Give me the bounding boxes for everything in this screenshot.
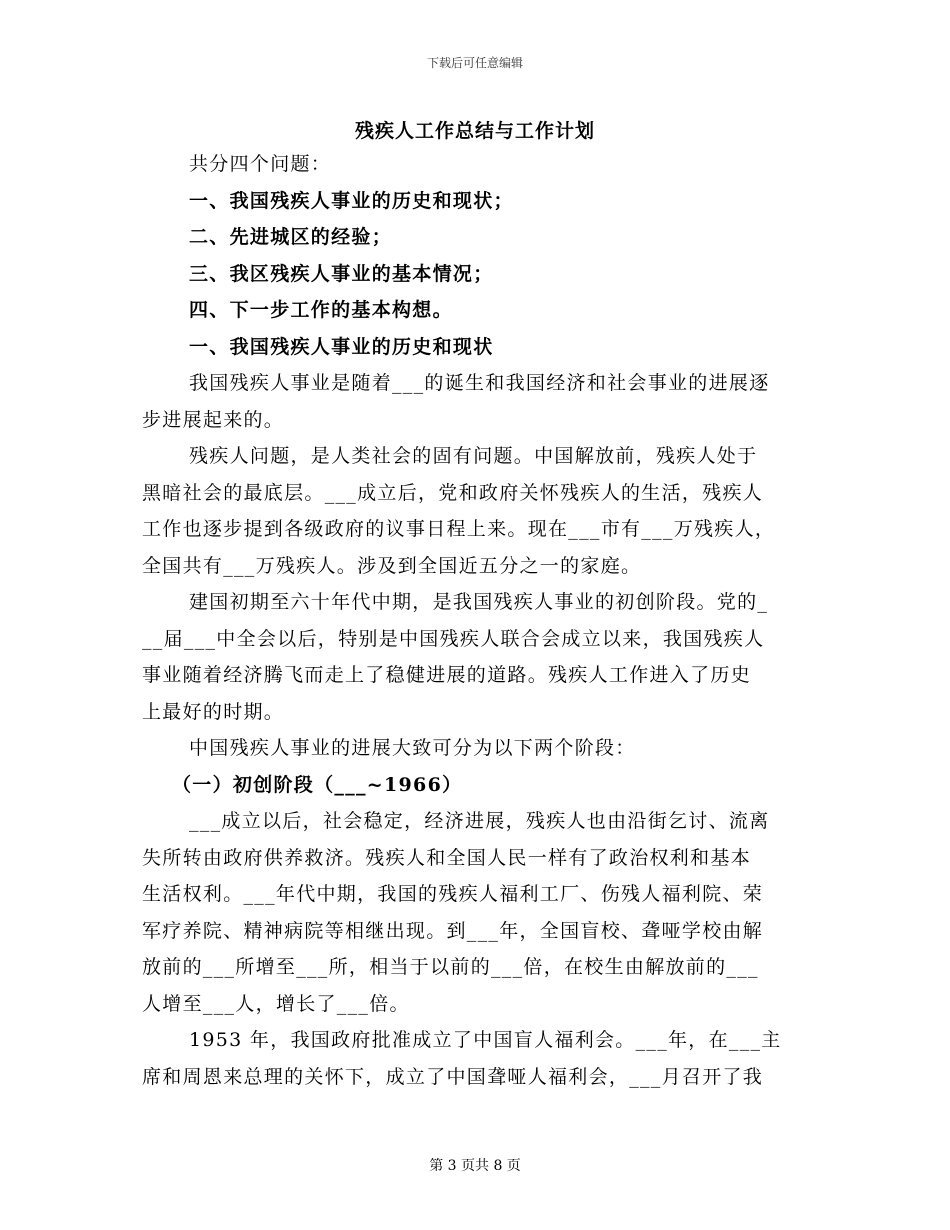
document-body bbox=[142, 146, 808, 1095]
page-number: 第 3 页共 8 页 bbox=[429, 1158, 521, 1174]
paragraph-line: 工作也逐步提到各级政府的议事日程上来。现在___市有___万残疾人， bbox=[142, 518, 776, 540]
paragraph-line: 步进展起来的。 bbox=[142, 408, 285, 431]
paragraph-line: 我国残疾人事业是随着___的诞生和我国经济和社会事业的进展逐 bbox=[189, 372, 770, 394]
paragraph-line: 共分四个问题： bbox=[189, 153, 332, 175]
paragraph-line: 放前的___所增至___所，相当于以前的___倍，在校生由解放前的___ bbox=[142, 956, 759, 978]
paragraph-line: 席和周恩来总理的关怀下，成立了中国聋哑人福利会，___月召开了我 bbox=[142, 1065, 764, 1088]
paragraph-line: 黑暗社会的最底层。___成立后，党和政府关怀残疾人的生活，残疾人 bbox=[142, 481, 764, 504]
section-heading-line: 三、我区残疾人事业的基本情况； bbox=[189, 262, 494, 285]
paragraph-line: 全国共有___万残疾人。涉及到全国近五分之一的家庭。 bbox=[142, 554, 642, 577]
paragraph-line: 建国初期至六十年代中期，是我国残疾人事业的初创阶段。党的_ bbox=[189, 591, 769, 613]
paragraph-line: 失所转由政府供养救济。残疾人和全国人民一样有了政治权利和基本 bbox=[142, 846, 752, 869]
paragraph-line: ___成立以后，社会稳定，经济进展，残疾人也由沿街乞讨、流离 bbox=[189, 810, 770, 832]
paragraph-line: 事业随着经济腾飞而走上了稳健进展的道路。残疾人工作进入了历史 bbox=[142, 664, 752, 686]
section-heading-line: 二、先进城区的经验； bbox=[189, 226, 393, 248]
paragraph-line: 1953 年，我国政府批准成立了中国盲人福利会。___年，在___主 bbox=[189, 1029, 782, 1051]
section-heading-line: 一、我国残疾人事业的历史和现状 bbox=[189, 335, 494, 358]
paragraph-line: __届___中全会以后，特别是中国残疾人联合会成立以来，我国残疾人 bbox=[142, 627, 765, 650]
paragraph-line: 人增至___人，增长了___倍。 bbox=[142, 992, 410, 1015]
section-heading-line: 四、下一步工作的基本构想。 bbox=[189, 299, 453, 321]
paragraph-line: 上最好的时期。 bbox=[142, 700, 285, 723]
paragraph-line: 中国残疾人事业的进展大致可分为以下两个阶段： bbox=[189, 737, 636, 759]
section-heading-line: （一）初创阶段（___~1966） bbox=[172, 773, 463, 796]
paragraph-line: 残疾人问题，是人类社会的固有问题。中国解放前，残疾人处于 bbox=[189, 445, 758, 467]
paragraph-line: 生活权利。___年代中期，我国的残疾人福利工厂、伤残人福利院、荣 bbox=[142, 883, 764, 905]
paragraph-line: 军疗养院、精神病院等相继出现。到___年，全国盲校、聋哑学校由解 bbox=[142, 919, 764, 942]
section-heading-line: 一、我国残疾人事业的历史和现状； bbox=[189, 189, 514, 212]
document-title: 残疾人工作总结与工作计划 bbox=[354, 120, 595, 142]
header-note: 下载后可任意编辑 bbox=[426, 56, 523, 70]
